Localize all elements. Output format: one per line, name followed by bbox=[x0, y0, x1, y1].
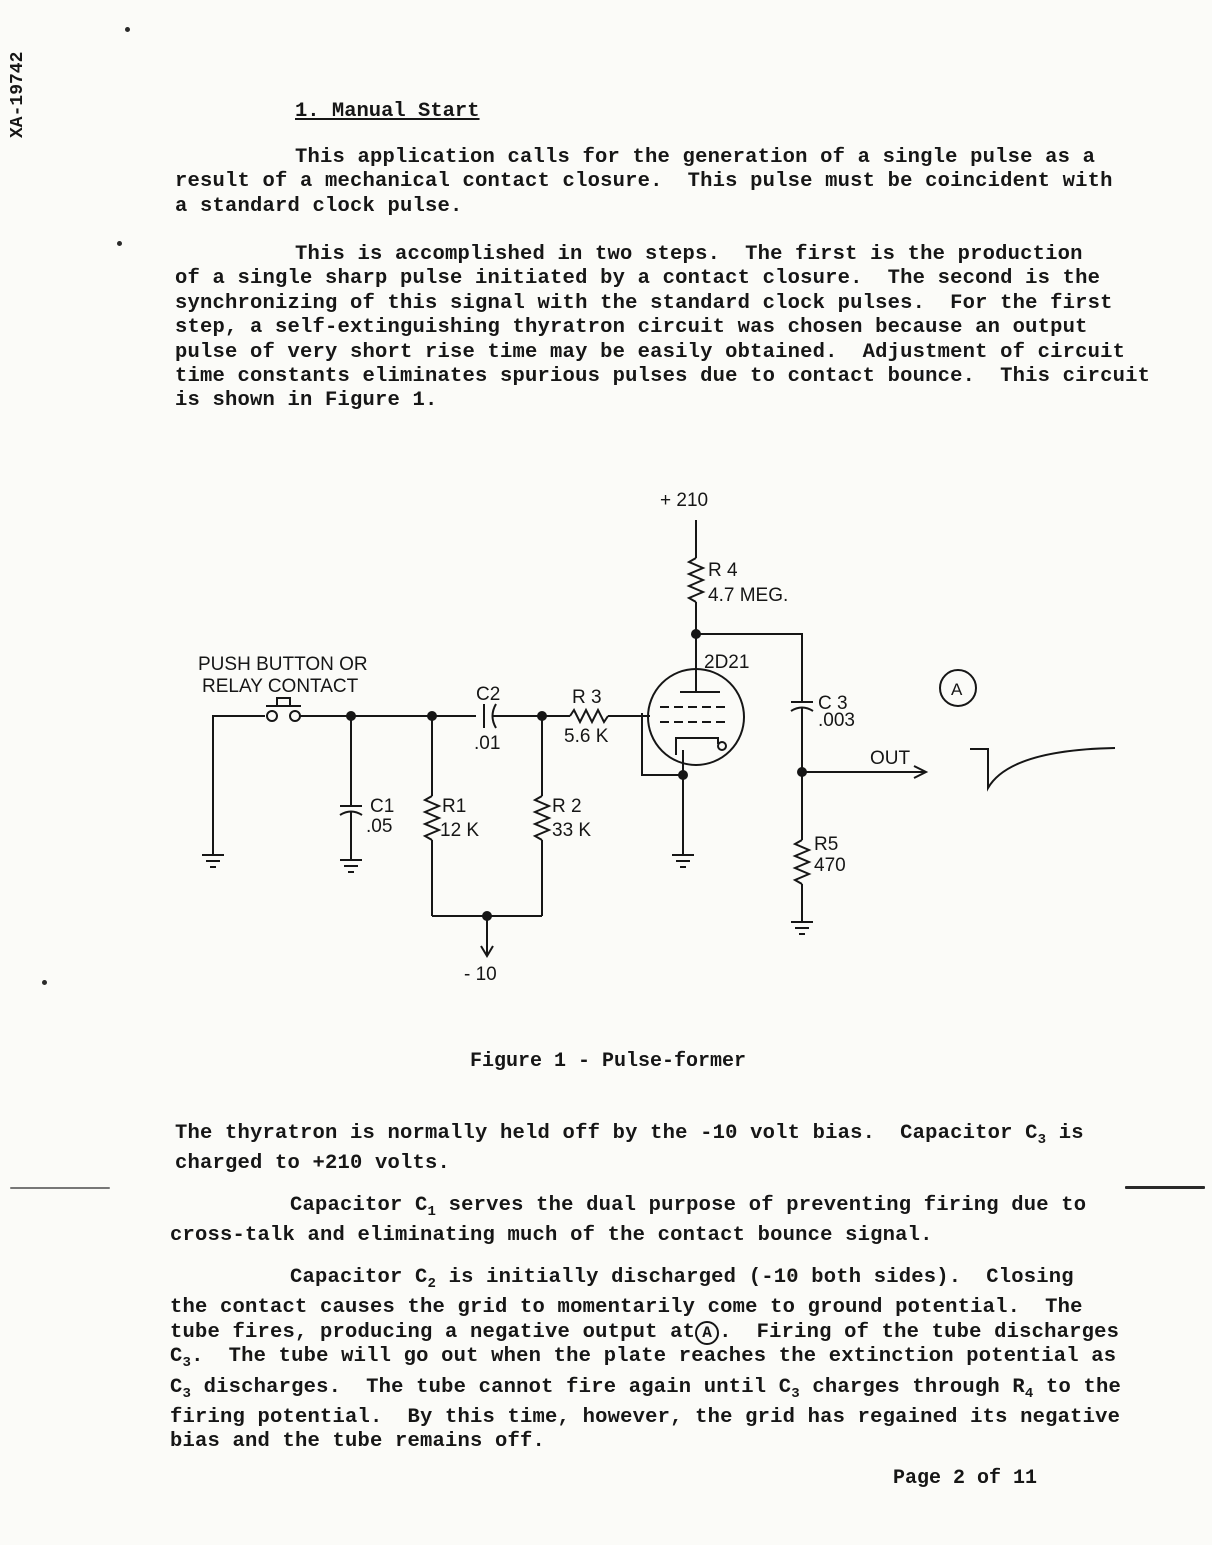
r4-name: R 4 bbox=[708, 560, 738, 581]
para5-text: is initially discharged (-10 both sides). Closing bbox=[436, 1266, 1074, 1289]
r2-value: 33 K bbox=[552, 820, 592, 841]
para5-text: the contact causes the grid to momentarily come to ground potential. The bbox=[170, 1296, 1083, 1320]
figure-caption: Figure 1 - Pulse-former bbox=[470, 1050, 747, 1073]
para5-subscript: 3 bbox=[182, 1385, 192, 1402]
para5-text: bias and the tube remains off. bbox=[170, 1430, 546, 1454]
para5-text: to the bbox=[1033, 1375, 1122, 1399]
paragraph-bias bbox=[175, 1122, 1135, 1177]
para2-line: This is accomplished in two steps. The first is the production bbox=[295, 243, 1083, 266]
paragraph-intro bbox=[175, 146, 1135, 219]
paragraph-c1 bbox=[170, 1194, 1130, 1249]
para4-text: cross-talk and eliminating much of the contact bounce signal. bbox=[170, 1224, 933, 1248]
scan-speck bbox=[1125, 1186, 1205, 1189]
para4-text: Capacitor C bbox=[290, 1194, 428, 1217]
para3-subscript: 3 bbox=[1037, 1132, 1047, 1148]
paragraph-c2 bbox=[170, 1266, 1130, 1455]
supply-plus-label: + 210 bbox=[660, 490, 709, 511]
r5-value: 470 bbox=[814, 855, 846, 876]
resistor-r3 bbox=[570, 710, 608, 722]
para4-subscript: 1 bbox=[427, 1204, 437, 1220]
para5-text: C bbox=[170, 1345, 183, 1369]
resistor-r5 bbox=[795, 840, 809, 884]
r4-value: 4.7 MEG. bbox=[708, 585, 789, 606]
r2-name: R 2 bbox=[552, 796, 582, 817]
switch-label-line2: RELAY CONTACT bbox=[202, 676, 359, 697]
push-button-switch bbox=[266, 698, 301, 721]
r3-value: 5.6 K bbox=[564, 726, 609, 747]
para1-line: result of a mechanical contact closure. This pulse must be coincident with bbox=[175, 170, 1113, 194]
paragraph-steps bbox=[175, 243, 1151, 414]
r1-value: 12 K bbox=[440, 820, 480, 841]
c3-value: .003 bbox=[818, 710, 855, 731]
para5-text: . Firing of the tube discharges bbox=[719, 1320, 1120, 1344]
c1-value: .05 bbox=[366, 816, 393, 837]
para5-subscript: 2 bbox=[427, 1276, 437, 1292]
supply-minus-label: - 10 bbox=[464, 964, 497, 985]
para5-text: discharges. The tube cannot fire again until C bbox=[191, 1375, 792, 1399]
output-waveform bbox=[970, 748, 1115, 788]
para2-line: synchronizing of this signal with the standard clock pulses. For the first bbox=[175, 291, 1113, 315]
c2-value: .01 bbox=[474, 733, 501, 754]
resistor-r1 bbox=[425, 796, 439, 840]
c1-name: C1 bbox=[370, 796, 395, 817]
resistor-r2 bbox=[535, 796, 549, 840]
resistor-r4 bbox=[689, 558, 703, 602]
para5-text: . The tube will go out when the plate reaches the extinction potential as bbox=[191, 1345, 1117, 1369]
switch-label-line1: PUSH BUTTON OR bbox=[198, 654, 368, 675]
out-label: OUT bbox=[870, 748, 911, 769]
c3-name: C 3 bbox=[818, 693, 848, 714]
para2-line: is shown in Figure 1. bbox=[175, 389, 438, 413]
para3-text: charged to +210 volts. bbox=[175, 1152, 451, 1176]
page-number: Page 2 of 11 bbox=[893, 1467, 1038, 1490]
para5-text: tube fires, producing a negative output at bbox=[170, 1320, 696, 1344]
c2-name: C2 bbox=[476, 684, 501, 705]
section-heading: 1. Manual Start bbox=[295, 100, 480, 123]
para3-text: is bbox=[1046, 1122, 1084, 1145]
pulse-former-schematic bbox=[180, 470, 1140, 1000]
para5-subscript: 3 bbox=[182, 1355, 192, 1372]
r1-name: R1 bbox=[442, 796, 467, 817]
scan-speck bbox=[125, 27, 130, 32]
para1-line: a standard clock pulse. bbox=[175, 194, 463, 218]
para2-line: time constants eliminates spurious pulses due to contact bounce. This circuit bbox=[175, 365, 1151, 389]
para2-line: pulse of very short rise time may be easily obtained. Adjustment of circuit bbox=[175, 340, 1126, 364]
node-a-reference: A bbox=[695, 1321, 719, 1345]
tube-label: 2D21 bbox=[704, 652, 750, 673]
para5-text: Capacitor C bbox=[290, 1266, 428, 1289]
para5-text: charges through R bbox=[799, 1375, 1025, 1399]
r5-name: R5 bbox=[814, 834, 839, 855]
para2-line: step, a self-extinguishing thyratron circuit was chosen because an output bbox=[175, 316, 1088, 340]
scan-speck bbox=[10, 1187, 110, 1189]
para5-text: firing potential. By this time, however, the grid has regained its negative bbox=[170, 1406, 1121, 1430]
document-stamp: XA-19742 bbox=[8, 51, 28, 139]
para5-subscript: 4 bbox=[1024, 1385, 1034, 1402]
para2-line: of a single sharp pulse initiated by a contact closure. The second is the bbox=[175, 267, 1101, 291]
para5-subscript: 3 bbox=[791, 1385, 800, 1402]
para5-text: C bbox=[170, 1375, 183, 1399]
scan-speck bbox=[117, 241, 122, 246]
scan-speck bbox=[42, 980, 47, 985]
para3-text: The thyratron is normally held off by the -10 volt bias. Capacitor C bbox=[175, 1122, 1038, 1145]
para1-line: This application calls for the generation of a single pulse as a bbox=[295, 146, 1096, 169]
node-a-label: A bbox=[951, 680, 963, 699]
para4-text: serves the dual purpose of preventing firing due to bbox=[436, 1194, 1087, 1217]
r3-name: R 3 bbox=[572, 687, 602, 708]
